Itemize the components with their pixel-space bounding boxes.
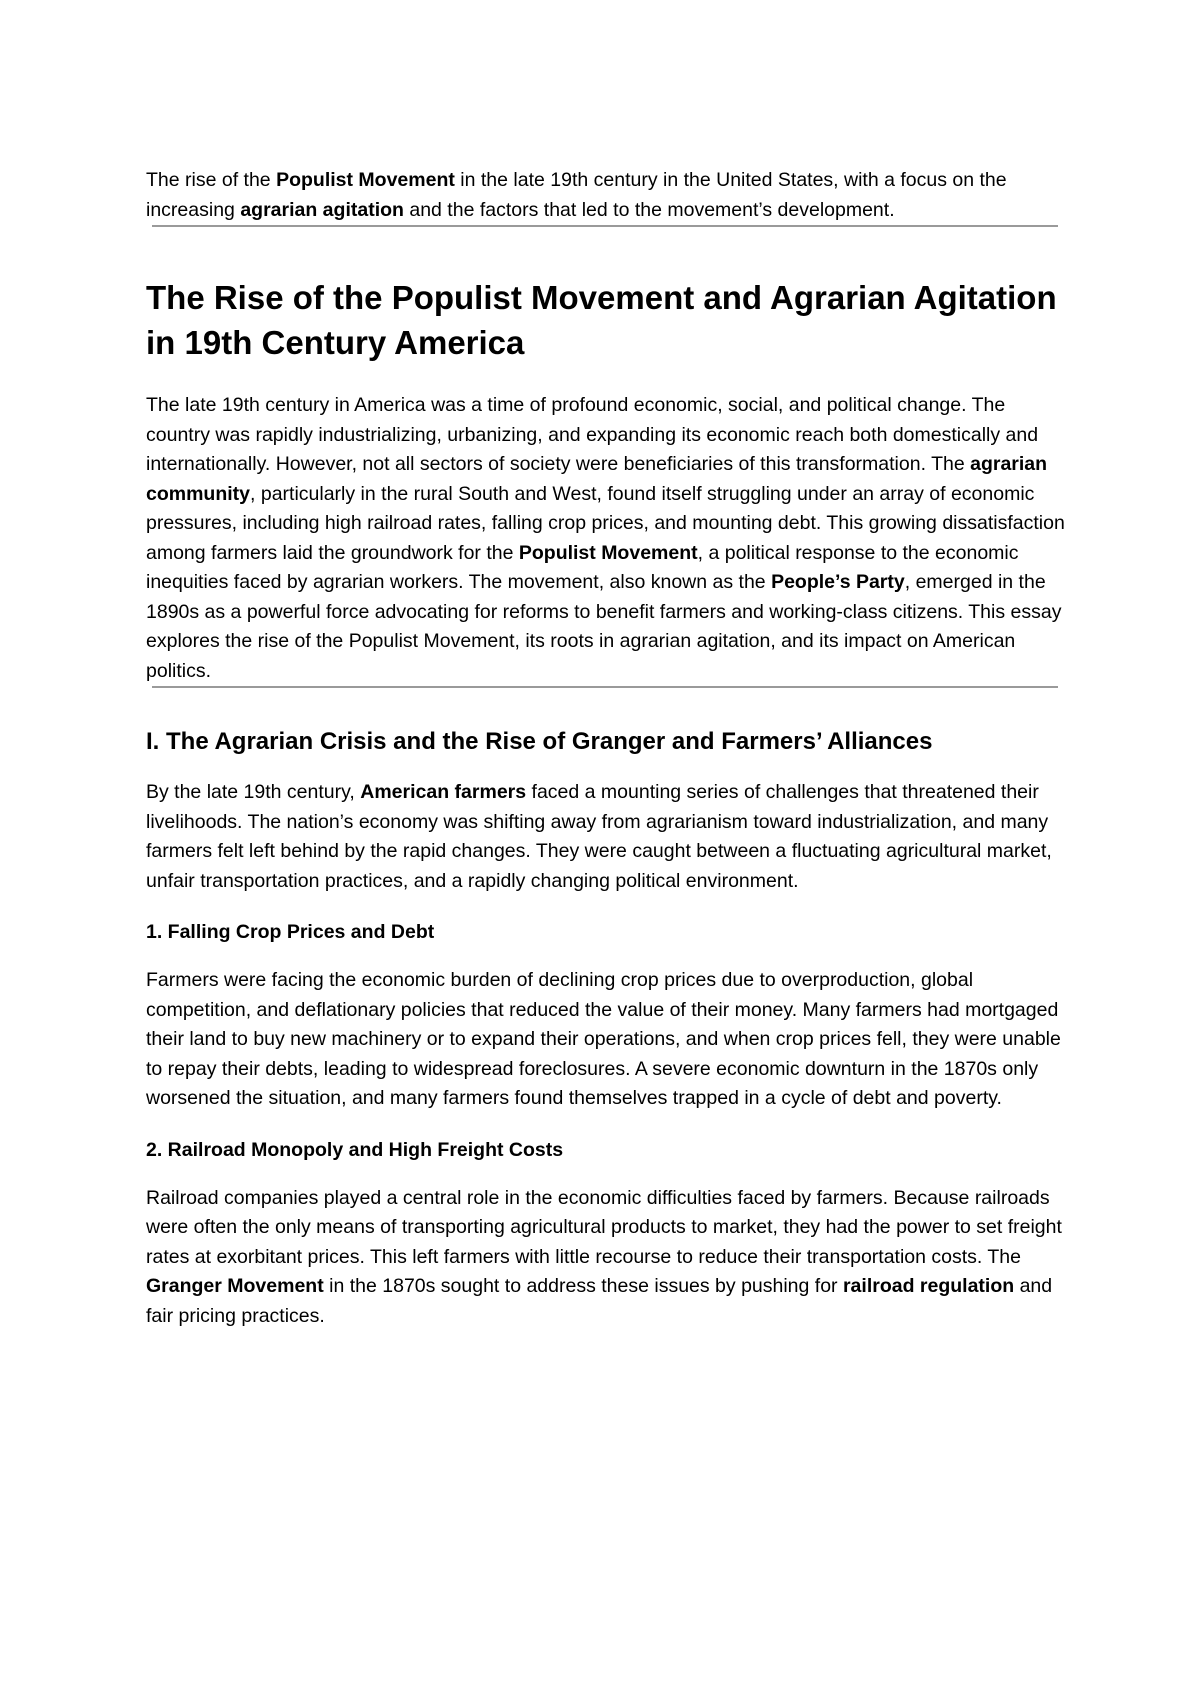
divider bbox=[152, 686, 1058, 688]
bold-term: agrarian community bbox=[146, 453, 1048, 505]
bold-term: People’s Party bbox=[771, 571, 905, 593]
bold-term: Granger Movement bbox=[146, 1275, 324, 1297]
intro-paragraph: The rise of the Populist Movement in the late 19th century in the United States, with a focus on the increasing agrarian agitation and the factors that led to the movement’s development. bbox=[146, 169, 1007, 221]
document-page bbox=[146, 166, 1066, 1331]
bold-term: Populist Movement bbox=[276, 169, 455, 191]
divider bbox=[152, 225, 1058, 227]
bold-term: American farmers bbox=[360, 781, 527, 803]
bold-term: agrarian agitation bbox=[240, 198, 404, 221]
subsection-heading: 1. Falling Crop Prices and Debt bbox=[146, 921, 435, 943]
section-intro-paragraph: By the late 19th century, American farmers faced a mounting series of challenges that threatened their livelihoods. The nation’s economy was shifting away from agrarianism toward industrialization, and many farmers felt left behind by the rapid changes. They were caught between a fluctuating agricultural market, unfair transportation practices, and a rapidly changing political environment. bbox=[146, 781, 1052, 892]
subsection-paragraph: Railroad companies played a central role in the economic difficulties faced by farmers. Because railroads were often the only means of transporting agricultural products to market, they had the power to set freight rates at exorbitant prices. This left farmers with little recourse to reduce their transportation costs. The Granger Movement in the 1870s sought to address these issues by pushing for railroad regulation and fair pricing practices. bbox=[146, 1186, 1062, 1327]
bold-term: Populist Movement bbox=[518, 541, 698, 564]
bold-term: railroad regulation bbox=[842, 1275, 1015, 1297]
subsection-paragraph: Farmers were facing the economic burden of declining crop prices due to overproduction, global competition, and deflationary policies that reduced the value of their money. Many farmers had mortgaged their land to buy new machinery or to expand their operations, and when crop prices fell, they were unable to repay their debts, leading to widespread foreclosures. A severe economic downturn in the 1870s only worsened the situation, and many farmers found themselves trapped in a cycle of debt and poverty. bbox=[146, 969, 1061, 1109]
section-heading: I. The Agrarian Crisis and the Rise of Granger and Farmers’ Alliances bbox=[146, 728, 933, 755]
document-title: The Rise of the Populist Movement and Agrarian Agitation in 19th Century America bbox=[146, 279, 1057, 361]
overview-paragraph: The late 19th century in America was a time of profound economic, social, and political change. The country was rapidly industrializing, urbanizing, and expanding its economic reach both domestically and internationally. However, not all sectors of society were beneficiaries of this transformation. The agrarian community, particularly in the rural South and West, found itself struggling under an array of economic pressures, including high railroad rates, falling crop prices, and mounting debt. This growing dissatisfaction among farmers laid the groundwork for the Populist Movement, a political response to the economic inequities faced by agrarian workers. The movement, also known as the People’s Party, emerged in the 1890s as a powerful force advocating for reforms to benefit farmers and working-class citizens. This essay explores the rise of the Populist Movement, its roots in agrarian agitation, and its impact on American politics. bbox=[146, 394, 1065, 682]
subsection-heading: 2. Railroad Monopoly and High Freight Costs bbox=[146, 1138, 564, 1161]
